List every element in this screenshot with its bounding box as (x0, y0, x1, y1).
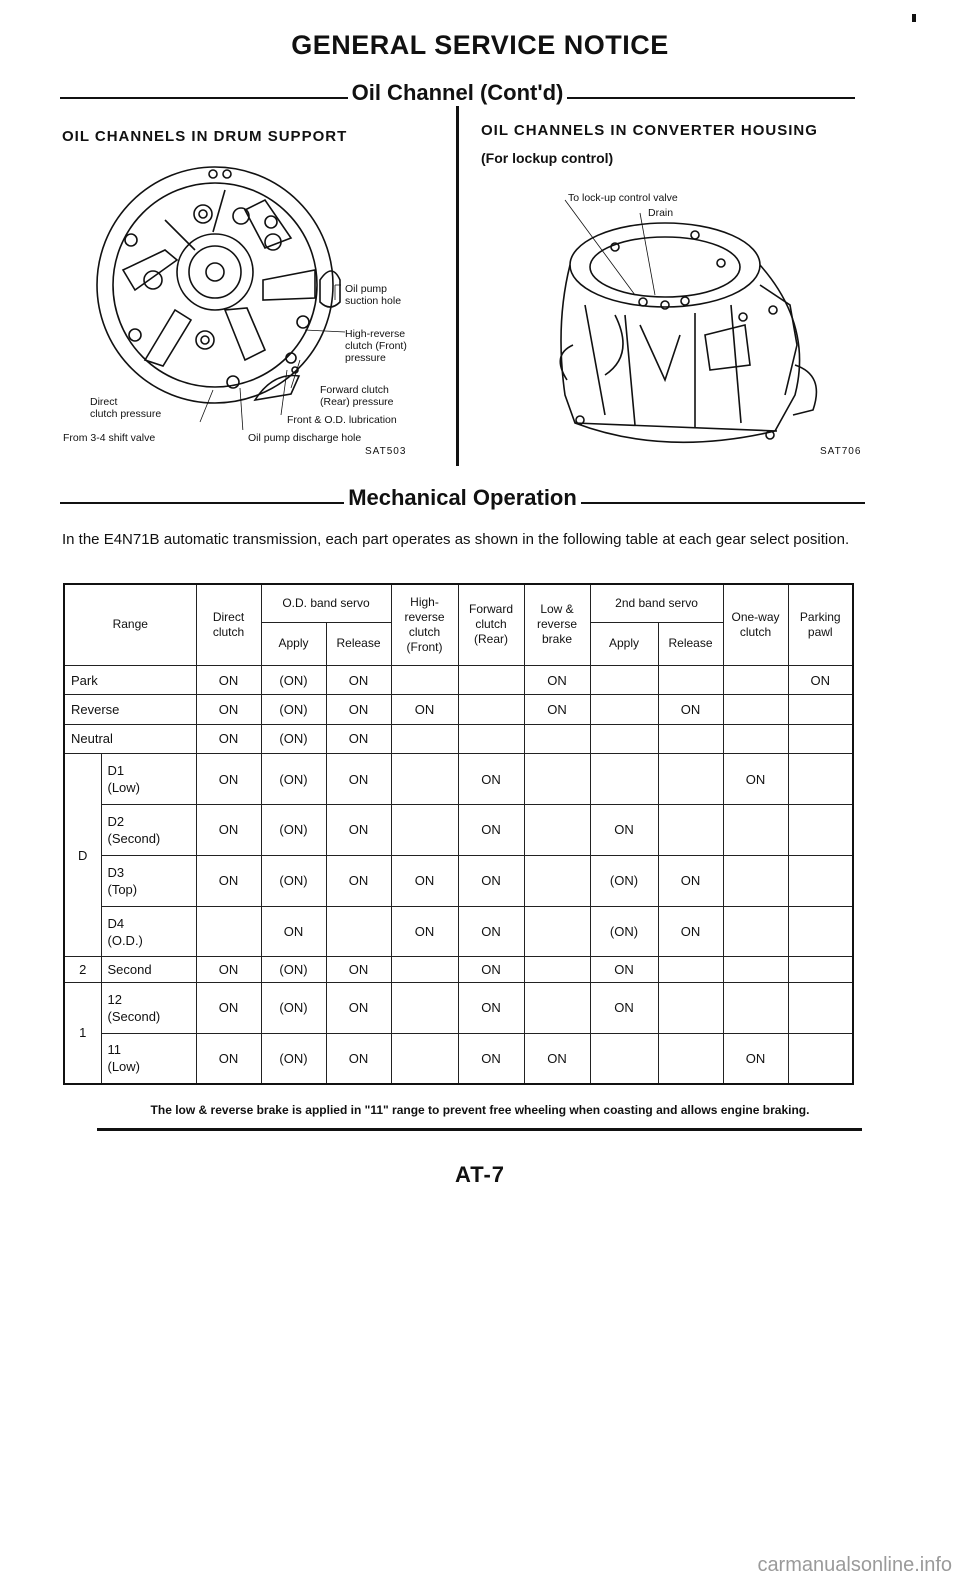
label-oil-pump-suction: Oil pump suction hole (345, 283, 402, 307)
table-row (64, 724, 853, 753)
table-cell (723, 957, 788, 982)
table-cell: ON (723, 1033, 788, 1084)
table-cell (590, 1033, 658, 1084)
table-cell (326, 906, 391, 957)
table-cell (723, 906, 788, 957)
table-cell: ON (723, 754, 788, 805)
table-cell: ON (788, 665, 853, 694)
table-cell: ON (326, 724, 391, 753)
table-cell: ON (391, 695, 458, 724)
header-low-reverse-brake: Low & reverse brake (524, 584, 590, 665)
label-drain: Drain (648, 207, 674, 219)
table-cell: ON (196, 982, 261, 1033)
page-number: AT-7 (454, 1162, 506, 1187)
table-cell: (ON) (261, 724, 326, 753)
table-cell: ON (658, 695, 723, 724)
table-cell (658, 982, 723, 1033)
table-row (64, 805, 853, 856)
table-cell (658, 1033, 723, 1084)
table-cell: ON (196, 805, 261, 856)
table-cell: ON (658, 855, 723, 906)
table-cell (658, 665, 723, 694)
table-cell: ON (326, 1033, 391, 1084)
table-cell (723, 805, 788, 856)
label-oil-pump-discharge: Oil pump discharge hole (248, 432, 362, 444)
table-cell (788, 982, 853, 1033)
table-cell (788, 1033, 853, 1084)
table-cell: (ON) (590, 906, 658, 957)
table-cell (458, 695, 524, 724)
page-title: GENERAL SERVICE NOTICE (291, 30, 669, 60)
header-od-apply: Apply (261, 623, 326, 666)
table-cell (723, 982, 788, 1033)
table-cell (723, 695, 788, 724)
row-label: Park (64, 665, 196, 694)
table-cell (524, 855, 590, 906)
label-from-34-shift-valve: From 3-4 shift valve (63, 432, 156, 444)
table-cell (723, 724, 788, 753)
table-cell (196, 906, 261, 957)
table-cell: ON (196, 695, 261, 724)
table-cell (590, 665, 658, 694)
converter-housing-title: OIL CHANNELS IN CONVERTER HOUSING (481, 122, 818, 139)
label-to-lockup-control-valve: To lock-up control valve (568, 192, 678, 204)
table-cell (590, 695, 658, 724)
table-cell: ON (196, 665, 261, 694)
header-2nd-release: Release (658, 623, 723, 666)
table-cell (391, 982, 458, 1033)
table-cell (788, 805, 853, 856)
header-2nd-band-servo: 2nd band servo (590, 584, 723, 623)
table-cell (458, 665, 524, 694)
table-cell (391, 754, 458, 805)
header-od-release: Release (326, 623, 391, 666)
table-cell (524, 805, 590, 856)
section-heading-oil-channel (60, 80, 855, 108)
intro-paragraph: In the E4N71B automatic transmission, each part operates as shown in the following table at each gear select position. (62, 531, 850, 548)
row-label: 12 (Second) (101, 982, 196, 1033)
table-cell (524, 906, 590, 957)
table-cell: ON (196, 957, 261, 982)
range-group-label: D (64, 754, 101, 957)
row-label: D2 (Second) (101, 805, 196, 856)
table-row (64, 695, 853, 724)
table-cell: ON (524, 695, 590, 724)
table-cell (590, 754, 658, 805)
table-cell: (ON) (261, 805, 326, 856)
table-cell: ON (391, 855, 458, 906)
table-cell: ON (391, 906, 458, 957)
bottom-rule (97, 1128, 862, 1131)
table-cell: ON (326, 982, 391, 1033)
header-od-band-servo: O.D. band servo (261, 584, 391, 623)
table-cell (788, 754, 853, 805)
table-cell: (ON) (261, 665, 326, 694)
table-cell (524, 754, 590, 805)
row-label: Reverse (64, 695, 196, 724)
label-high-reverse-pressure: High-reverse clutch (Front) pressure (345, 328, 407, 364)
table-cell (458, 724, 524, 753)
table-cell: ON (196, 724, 261, 753)
row-label: D3 (Top) (101, 855, 196, 906)
header-2nd-apply: Apply (590, 623, 658, 666)
table-cell (524, 724, 590, 753)
section-heading-mechanical-operation (60, 485, 865, 513)
drum-support-title: OIL CHANNELS IN DRUM SUPPORT (62, 128, 348, 145)
table-cell (391, 1033, 458, 1084)
table-cell: ON (196, 855, 261, 906)
section-heading-oil-channel-text: Oil Channel (Cont'd) (348, 80, 568, 105)
header-parking-pawl: Parking pawl (788, 584, 853, 665)
converter-housing-diagram (545, 195, 835, 450)
table-cell: ON (590, 982, 658, 1033)
table-row (64, 957, 853, 982)
table-cell: ON (261, 906, 326, 957)
column-divider (456, 106, 459, 466)
table-cell: (ON) (261, 855, 326, 906)
table-cell: ON (458, 957, 524, 982)
table-cell (391, 957, 458, 982)
row-label: D1 (Low) (101, 754, 196, 805)
table-cell (658, 754, 723, 805)
table-row (64, 665, 853, 694)
header-forward-clutch: Forward clutch (Rear) (458, 584, 524, 665)
table-cell: ON (658, 906, 723, 957)
table-cell: (ON) (261, 1033, 326, 1084)
table-cell: ON (524, 1033, 590, 1084)
table-cell (391, 805, 458, 856)
table-cell (524, 957, 590, 982)
page-mark (912, 14, 916, 22)
table-cell (590, 724, 658, 753)
table-cell: ON (196, 1033, 261, 1084)
row-label: Second (101, 957, 196, 982)
label-front-od-lubrication: Front & O.D. lubrication (287, 414, 397, 426)
row-label: Neutral (64, 724, 196, 753)
table-cell: ON (326, 855, 391, 906)
range-group-label: 1 (64, 982, 101, 1084)
table-cell (723, 855, 788, 906)
table-cell: ON (524, 665, 590, 694)
table-cell: (ON) (261, 754, 326, 805)
table-cell (788, 695, 853, 724)
table-row (64, 1033, 853, 1084)
table-cell (658, 957, 723, 982)
table-cell: ON (458, 754, 524, 805)
table-cell: (ON) (261, 982, 326, 1033)
table-cell: ON (326, 805, 391, 856)
header-high-reverse-clutch: High- reverse clutch (Front) (391, 584, 458, 665)
table-cell: ON (326, 957, 391, 982)
table-cell: ON (590, 957, 658, 982)
table-cell: (ON) (261, 695, 326, 724)
table-cell: ON (458, 855, 524, 906)
row-label: 11 (Low) (101, 1033, 196, 1084)
range-group-label: 2 (64, 957, 101, 982)
table-cell: ON (458, 1033, 524, 1084)
table-cell (391, 665, 458, 694)
watermark: carmanualsonline.info (757, 1554, 952, 1576)
table-cell (658, 805, 723, 856)
table-row (64, 906, 853, 957)
table-row (64, 855, 853, 906)
table-cell (524, 982, 590, 1033)
table-cell (788, 855, 853, 906)
section-heading-mechanical-operation-text: Mechanical Operation (344, 485, 581, 510)
table-cell: ON (326, 695, 391, 724)
table-cell: ON (590, 805, 658, 856)
figure-code-sat503: SAT503 (365, 446, 407, 457)
table-cell (391, 724, 458, 753)
converter-housing-subtitle: (For lockup control) (481, 150, 614, 166)
label-forward-clutch-pressure: Forward clutch (Rear) pressure (320, 384, 394, 408)
table-cell (723, 665, 788, 694)
header-range: Range (64, 584, 196, 665)
table-cell: ON (458, 805, 524, 856)
operation-table (63, 583, 854, 1085)
table-row (64, 982, 853, 1033)
table-cell (788, 906, 853, 957)
row-label: D4 (O.D.) (101, 906, 196, 957)
table-cell: ON (326, 665, 391, 694)
figure-code-sat706: SAT706 (820, 446, 862, 457)
table-cell: ON (458, 982, 524, 1033)
header-direct-clutch: Direct clutch (196, 584, 261, 665)
label-direct-clutch-pressure: Direct clutch pressure (90, 396, 162, 420)
header-one-way-clutch: One-way clutch (723, 584, 788, 665)
table-cell: ON (326, 754, 391, 805)
table-cell: (ON) (590, 855, 658, 906)
table-cell (788, 724, 853, 753)
table-cell (658, 724, 723, 753)
table-cell: ON (196, 754, 261, 805)
table-cell (788, 957, 853, 982)
footnote: The low & reverse brake is applied in "11" range to prevent free wheeling when coasting and allows engine braking. (150, 1103, 810, 1117)
table-cell: (ON) (261, 957, 326, 982)
table-cell: ON (458, 906, 524, 957)
table-row (64, 754, 853, 805)
